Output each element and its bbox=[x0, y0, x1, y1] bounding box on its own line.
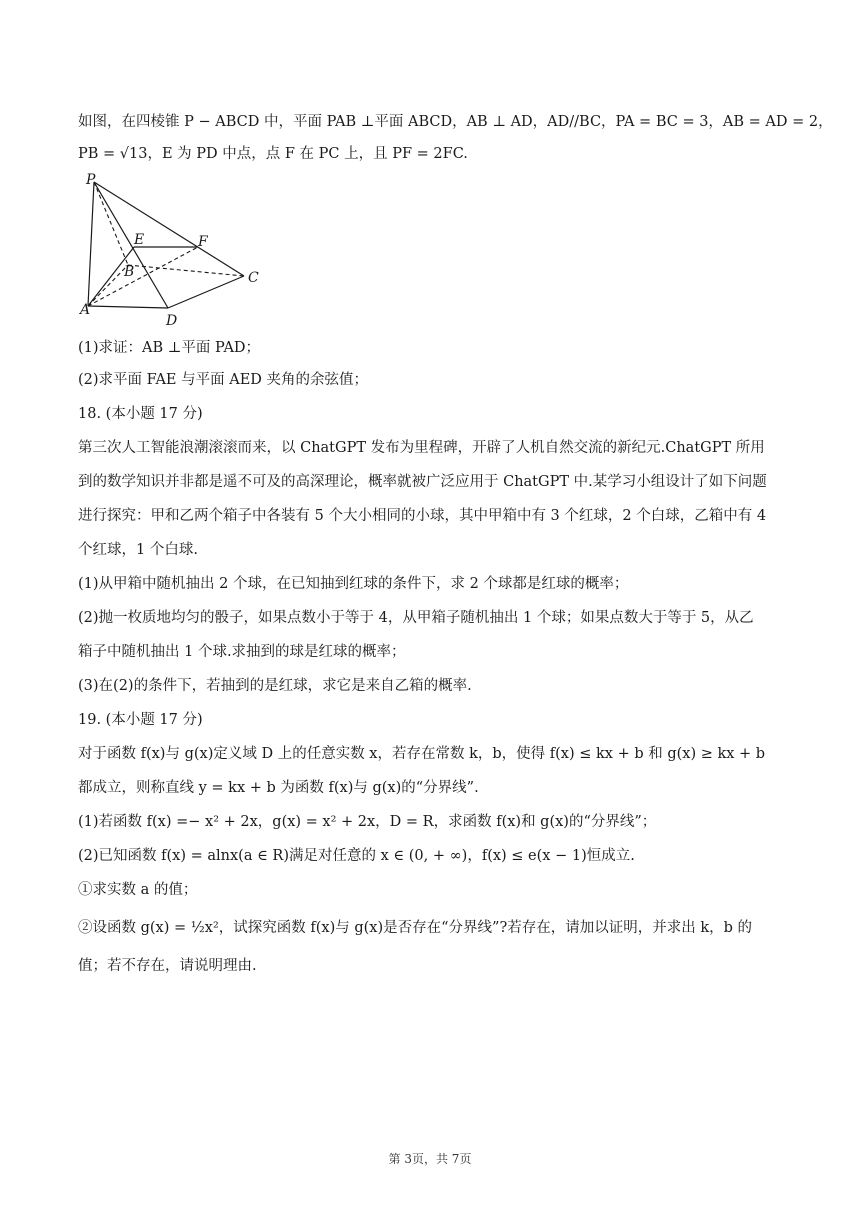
problem18-paragraph-line3: 进行探究：甲和乙两个箱子中各装有 5 个大小相同的小球，其中甲箱中有 3 个红球，2 个白球，乙箱中有 4 bbox=[78, 508, 767, 524]
problem18-paragraph-line2: 到的数学知识并非都是遥不可及的高深理论，概率就被广泛应用于 ChatGPT 中.某学习小组设计了如下问题 bbox=[78, 474, 767, 490]
problem18-question2-line2: 箱子中随机抽出 1 个球.求抽到的球是红球的概率； bbox=[78, 644, 406, 660]
pyramid-figure bbox=[76, 170, 276, 330]
problem18-question3: (3)在(2)的条件下，若抽到的是红球，求它是来自乙箱的概率. bbox=[78, 678, 472, 694]
problem18-question1: (1)从甲箱中随机抽出 2 个球，在已知抽到红球的条件下，求 2 个球都是红球的概率； bbox=[78, 576, 629, 592]
label-p: P bbox=[86, 172, 96, 188]
problem19-question2-part2-line1: ②设函数 g(x) = ½x²，试探究函数 f(x)与 g(x)是否存在“分界线”?若存在，请加以证明，并求出 k，b 的 bbox=[78, 920, 753, 936]
problem19-question2-part1: ①求实数 a 的值； bbox=[78, 882, 198, 898]
problem19-paragraph-line2: 都成立，则称直线 y = kx + b 为函数 f(x)与 g(x)的“分界线”. bbox=[78, 780, 479, 796]
problem17-question1: (1)求证：AB ⊥平面 PAD； bbox=[78, 340, 261, 356]
problem18-heading: 18. (本小题 17 分) bbox=[78, 406, 203, 422]
label-d: D bbox=[166, 313, 178, 329]
problem18-paragraph-line1: 第三次人工智能浪潮滚滚而来，以 ChatGPT 发布为里程碑，开辟了人机自然交流的新纪元.ChatGPT 所用 bbox=[78, 440, 765, 456]
problem17-question2: (2)求平面 FAE 与平面 AED 夹角的余弦值； bbox=[78, 372, 369, 388]
problem18-question2-line1: (2)抛一枚质地均匀的骰子，如果点数小于等于 4，从甲箱子随机抽出 1 个球；如果点数大于等于 5，从乙 bbox=[78, 610, 754, 626]
label-a: A bbox=[80, 302, 91, 318]
problem19-question1: (1)若函数 f(x) =− x² + 2x，g(x) = x² + 2x，D = R，求函数 f(x)和 g(x)的“分界线”； bbox=[78, 814, 657, 830]
label-b: B bbox=[124, 264, 135, 280]
label-c: C bbox=[248, 270, 259, 286]
problem19-heading: 19. (本小题 17 分) bbox=[78, 712, 203, 728]
problem17-intro-line2: PB = √13，E 为 PD 中点，点 F 在 PC 上，且 PF = 2FC. bbox=[78, 146, 468, 162]
label-e: E bbox=[134, 232, 145, 248]
page-footer: 第 3页，共 7页 bbox=[388, 1152, 472, 1166]
problem19-question2-part2-line2: 值；若不存在，请说明理由. bbox=[78, 958, 257, 974]
problem19-paragraph-line1: 对于函数 f(x)与 g(x)定义域 D 上的任意实数 x，若存在常数 k，b，使得 f(x) ≤ kx + b 和 g(x) ≥ kx + b bbox=[78, 746, 766, 762]
problem17-intro-line1: 如图，在四棱锥 P − ABCD 中，平面 PAB ⊥平面 ABCD，AB ⊥ AD，AD//BC，PA = BC = 3，AB = AD = 2， bbox=[78, 114, 833, 130]
problem19-question2: (2)已知函数 f(x) = alnx(a ∈ R)满足对任意的 x ∈ (0, + ∞)，f(x) ≤ e(x − 1)恒成立. bbox=[78, 848, 635, 864]
label-f: F bbox=[198, 234, 208, 250]
problem18-paragraph-line4: 个红球，1 个白球. bbox=[78, 542, 198, 558]
